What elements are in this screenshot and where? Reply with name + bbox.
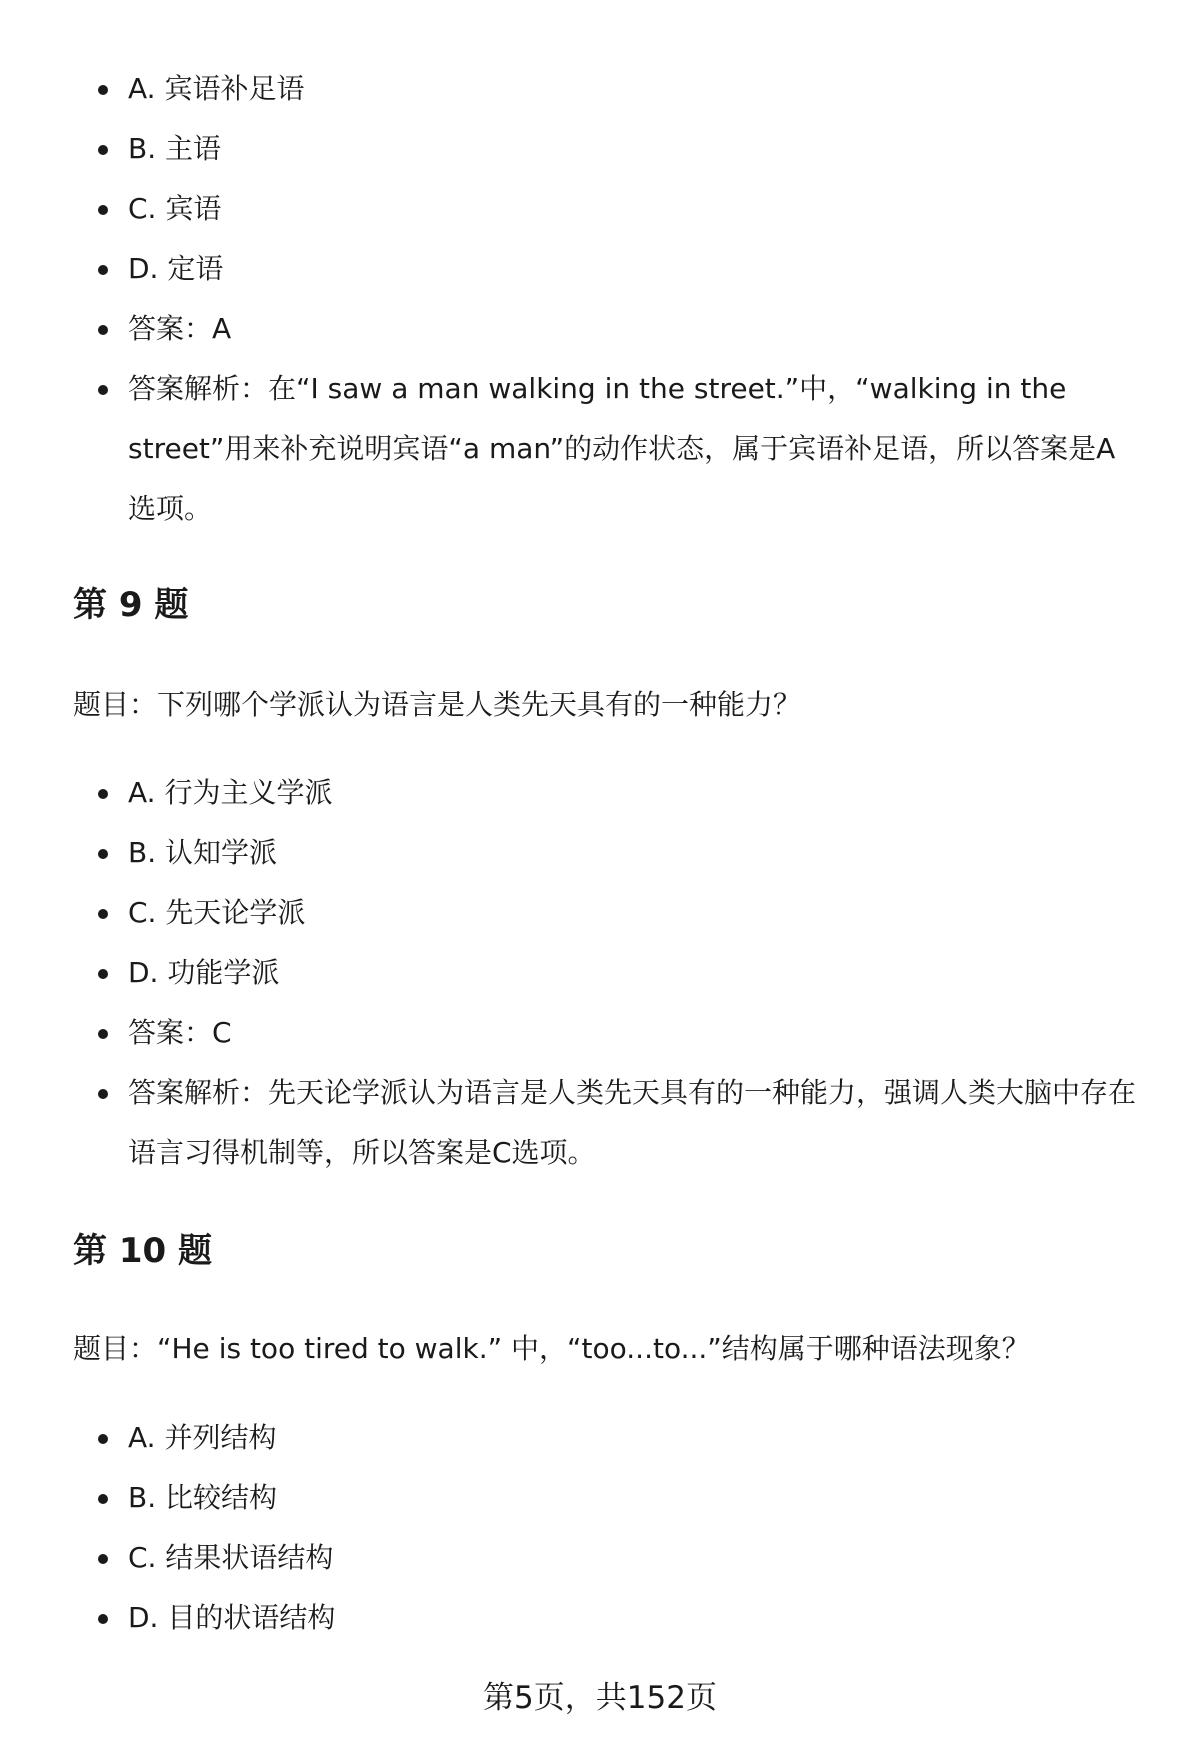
option-a: A. 行为主义学派 — [0, 763, 1200, 823]
options-list-q8 — [0, 59, 1200, 539]
answer: 答案：A — [0, 299, 1200, 359]
option-d: D. 定语 — [0, 239, 1200, 299]
option-b: B. 比较结构 — [0, 1468, 1200, 1528]
options-list-q9 — [0, 763, 1200, 1183]
option-a: A. 宾语补足语 — [0, 59, 1200, 119]
option-d: D. 目的状语结构 — [0, 1588, 1200, 1648]
option-d: D. 功能学派 — [0, 943, 1200, 1003]
option-b: B. 认知学派 — [0, 823, 1200, 883]
answer: 答案：C — [0, 1003, 1200, 1063]
option-c: C. 结果状语结构 — [0, 1528, 1200, 1588]
options-list-q10 — [0, 1408, 1200, 1648]
answer-explanation: 答案解析：在“I saw a man walking in the street.”中，“walking in the street”用来补充说明宾语“a man”的动作状态，属于宾语补足语，所以答案是A选项。 — [0, 359, 1200, 539]
question-heading-9: 第 9 题 — [73, 585, 189, 625]
question-text-9: 题目：下列哪个学派认为语言是人类先天具有的一种能力？ — [73, 688, 802, 721]
question-heading-10: 第 10 题 — [73, 1231, 212, 1271]
option-c: C. 先天论学派 — [0, 883, 1200, 943]
option-b: B. 主语 — [0, 119, 1200, 179]
option-a: A. 并列结构 — [0, 1408, 1200, 1468]
question-text-10: 题目：“He is too tired to walk.” 中，“too...to...”结构属于哪种语法现象？ — [73, 1332, 1030, 1365]
option-c: C. 宾语 — [0, 179, 1200, 239]
answer-explanation: 答案解析：先天论学派认为语言是人类先天具有的一种能力，强调人类大脑中存在语言习得机制等，所以答案是C选项。 — [0, 1063, 1200, 1183]
page-number: 第5页，共152页 — [483, 1680, 717, 1716]
